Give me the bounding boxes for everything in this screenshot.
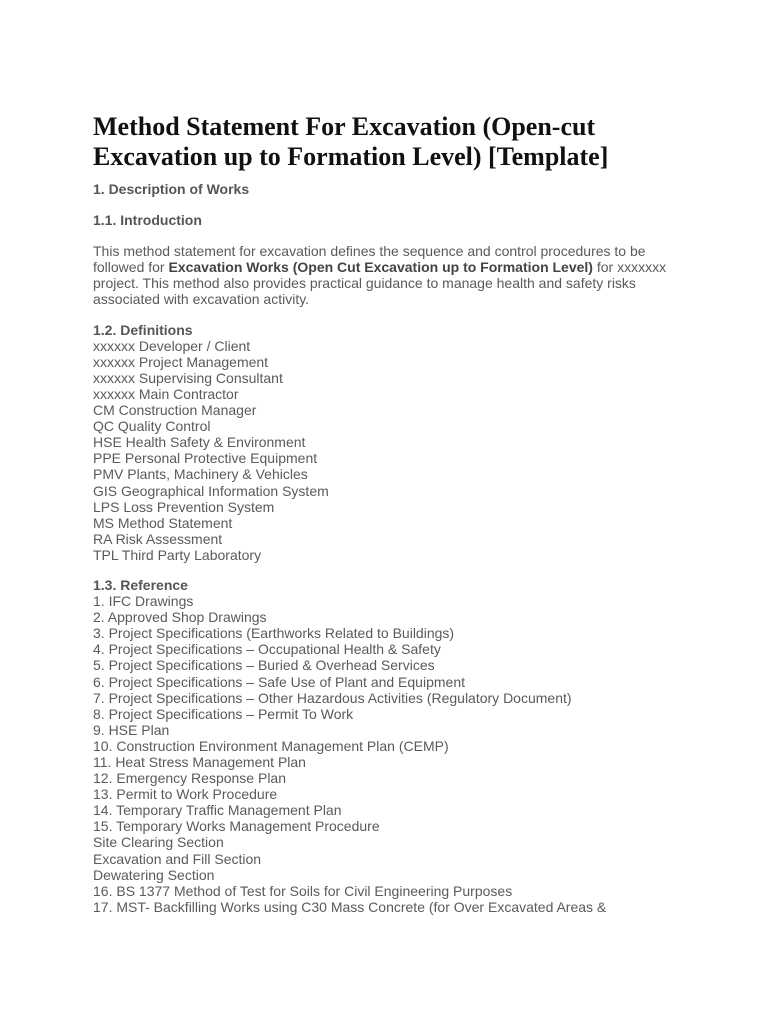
reference-item: 14. Temporary Traffic Management Plan [93,802,342,819]
definition-item: CM Construction Manager [93,402,257,419]
intro-text-before: This method statement for excavation defines the sequence and control procedures to be followed for [93,243,646,276]
definition-item: RA Risk Assessment [93,530,223,547]
section-heading-definitions: 1.2. Definitions [93,321,193,338]
reference-item: 1. IFC Drawings [93,593,194,610]
reference-item: Site Clearing Section [93,834,224,851]
reference-item: Excavation and Fill Section [93,850,262,867]
reference-item: 3. Project Specifications (Earthworks Related to Buildings) [93,625,455,642]
reference-item: 15. Temporary Works Management Procedure [93,818,380,835]
reference-item: 10. Construction Environment Management Plan (CEMP) [93,737,449,754]
definition-item: xxxxxx Supervising Consultant [93,369,283,386]
reference-item: 2. Approved Shop Drawings [93,609,267,626]
reference-item: 5. Project Specifications – Buried & Overhead Services [93,657,435,674]
reference-item: 9. HSE Plan [93,721,170,738]
definition-item: xxxxxx Main Contractor [93,385,239,402]
definitions-list [93,338,683,563]
definition-item: xxxxxx Project Management [93,353,269,370]
reference-item: 11. Heat Stress Management Plan [93,754,306,770]
definition-item: QC Quality Control [93,418,211,435]
definition-item: PPE Personal Protective Equipment [93,450,318,467]
reference-item: 16. BS 1377 Method of Test for Soils for Civil Engineering Purposes [93,882,513,899]
definition-item: GIS Geographical Information System [93,482,329,499]
definition-item: LPS Loss Prevention System [93,498,275,515]
reference-item: Dewatering Section [93,866,215,883]
definition-item: HSE Health Safety & Environment [93,434,306,451]
document-page [93,112,683,915]
reference-item: 17. MST- Backfilling Works using C30 Mass Concrete (for Over Excavated Areas & [93,898,607,915]
reference-item: 4. Project Specifications – Occupational Health & Safety [93,641,441,658]
section-heading-introduction: 1.1. Introduction [93,212,202,229]
definition-item: TPL Third Party Laboratory [93,546,262,563]
definition-item: MS Method Statement [93,514,233,531]
reference-item: 8. Project Specifications – Permit To Work [93,705,354,722]
reference-item: 12. Emergency Response Plan [93,770,286,787]
reference-item: 6. Project Specifications – Safe Use of Plant and Equipment [93,673,465,690]
section-heading-reference: 1.3. Reference [93,576,188,593]
definition-item: PMV Plants, Machinery & Vehicles [93,466,308,483]
intro-text-bold: Excavation Works (Open Cut Excavation up to Formation Level) [168,259,593,276]
document-title: Method Statement For Excavation (Open-cut Excavation up to Formation Level) [Template] [93,112,609,171]
reference-item: 13. Permit to Work Procedure [93,786,278,803]
section-heading-description-of-works: 1. Description of Works [93,181,250,197]
reference-item: 7. Project Specifications – Other Hazardous Activities (Regulatory Document) [93,689,572,706]
definition-item: xxxxxx Developer / Client [93,337,251,354]
introduction-paragraph [93,243,683,307]
references-list [93,593,683,915]
intro-text-after: for xxxxxxx project. This method also provides practical guidance to manage health and safety risks associated with excavation activity. [93,259,667,308]
